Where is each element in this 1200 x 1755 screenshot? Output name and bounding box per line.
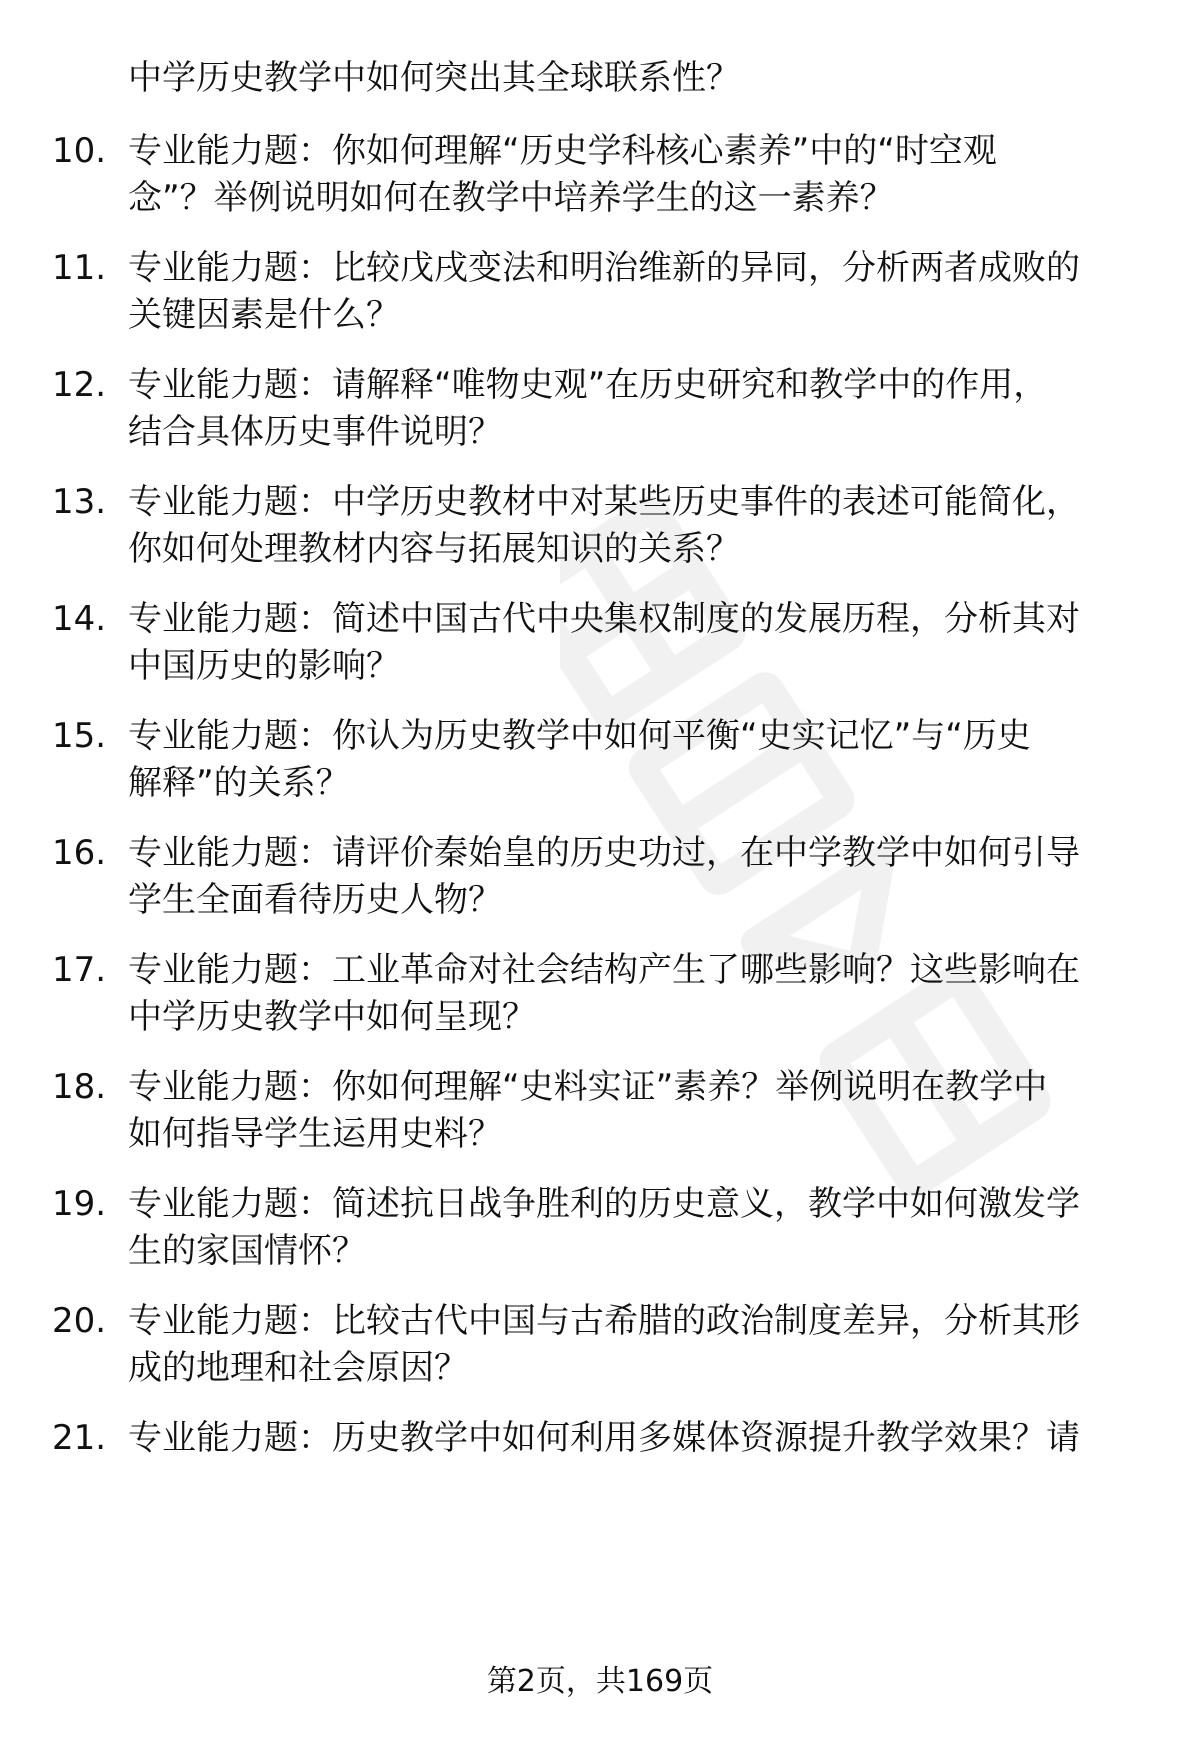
question-number: 14.: [52, 599, 107, 639]
question-text-line: 解释”的关系？: [128, 763, 350, 803]
question-text-line: 专业能力题：你认为历史教学中如何平衡“史实记忆”与“历史: [128, 716, 1031, 756]
question-text: [128, 479, 1148, 573]
question-text: [128, 1298, 1148, 1392]
question-text-line: 专业能力题：工业革命对社会结构产生了哪些影响？这些影响在: [128, 950, 1080, 990]
question-text-line: 专业能力题：请解释“唯物史观”在历史研究和教学中的作用，: [128, 365, 1048, 405]
question-text: [128, 596, 1148, 690]
continued-question-text: 中学历史教学中如何突出其全球联系性？: [128, 58, 740, 98]
question-text-line: 专业能力题：请评价秦始皇的历史功过，在中学教学中如何引导: [128, 833, 1080, 873]
question-number: 15.: [52, 716, 107, 756]
question-text: [128, 245, 1148, 339]
question-text-line: 专业能力题：简述抗日战争胜利的历史意义，教学中如何激发学: [128, 1184, 1080, 1224]
question-text-line: 如何指导学生运用史料？: [128, 1114, 502, 1154]
question-text-line: 专业能力题：比较古代中国与古希腊的政治制度差异，分析其形: [128, 1301, 1080, 1341]
question-text-line: 专业能力题：简述中国古代中央集权制度的发展历程，分析其对: [128, 599, 1080, 639]
question-number: 21.: [52, 1418, 107, 1458]
question-number: 20.: [52, 1301, 107, 1341]
question-number: 17.: [52, 950, 107, 990]
question-text-line: 结合具体历史事件说明？: [128, 412, 502, 452]
question-number: 19.: [52, 1184, 107, 1224]
question-number: 13.: [52, 482, 107, 522]
question-text: [128, 1415, 1148, 1462]
question-text-line: 学生全面看待历史人物？: [128, 880, 502, 920]
question-text-line: 专业能力题：你如何理解“史料实证”素养？举例说明在教学中: [128, 1067, 1048, 1107]
question-text-line: 专业能力题：历史教学中如何利用多媒体资源提升教学效果？请: [128, 1418, 1080, 1458]
question-text: [128, 362, 1148, 456]
question-number: 10.: [52, 131, 107, 171]
question-text-line: 专业能力题：你如何理解“历史学科核心素养”中的“时空观: [128, 131, 997, 171]
question-text-line: 念”？举例说明如何在教学中培养学生的这一素养？: [128, 178, 894, 218]
question-text: [128, 713, 1148, 807]
question-text-line: 中国历史的影响？: [128, 646, 400, 686]
question-number: 16.: [52, 833, 107, 873]
question-number: 12.: [52, 365, 107, 405]
question-text-line: 专业能力题：比较戊戌变法和明治维新的异同，分析两者成败的: [128, 248, 1080, 288]
question-text: [128, 1064, 1148, 1158]
question-text: [128, 1181, 1148, 1275]
page-number-footer: 第2页，共169页: [486, 1664, 714, 1699]
question-text-line: 专业能力题：中学历史教材中对某些历史事件的表述可能简化，: [128, 482, 1080, 522]
question-text-line: 关键因素是什么？: [128, 295, 400, 335]
question-text-line: 成的地理和社会原因？: [128, 1348, 468, 1388]
question-text: [128, 947, 1148, 1041]
question-text-line: 生的家国情怀？: [128, 1231, 366, 1271]
question-text: [128, 128, 1148, 222]
question-number: 18.: [52, 1067, 107, 1107]
question-text-line: 中学历史教学中如何呈现？: [128, 997, 536, 1037]
question-text-line: 你如何处理教材内容与拓展知识的关系？: [128, 529, 740, 569]
question-number: 11.: [52, 248, 107, 288]
question-text: [128, 830, 1148, 924]
